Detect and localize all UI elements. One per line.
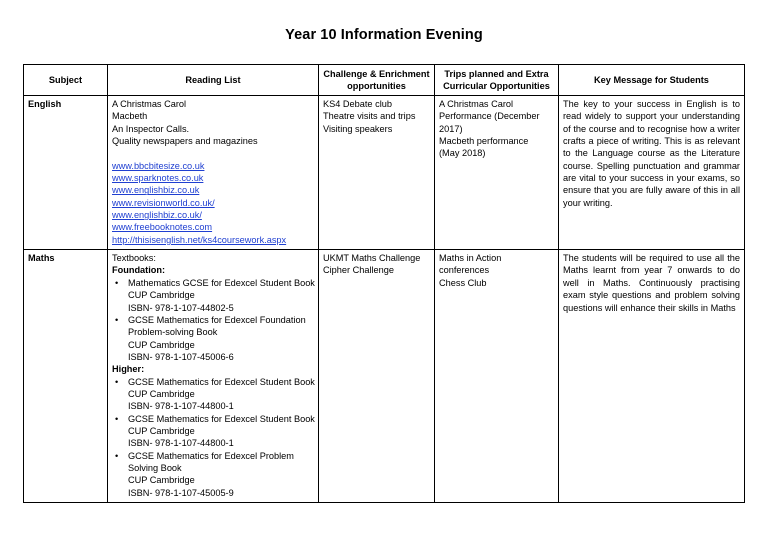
list-item — [112, 413, 314, 450]
book-publisher: CUP Cambridge — [128, 339, 195, 350]
list-item — [112, 277, 314, 314]
english-link-sparknotes[interactable]: www.sparknotes.co.uk — [112, 173, 204, 184]
english-link-revisionworld[interactable]: www.revisionworld.co.uk/ — [112, 197, 215, 208]
english-challenge-item: Theatre visits and trips — [323, 111, 416, 122]
maths-challenge-item: UKMT Maths Challenge — [323, 253, 421, 264]
book-title: • Mathematics GCSE for Edexcel Student Book — [128, 277, 315, 288]
english-link-freebooknotes[interactable]: www.freebooknotes.com — [112, 222, 213, 233]
english-challenge — [319, 96, 435, 250]
list-item — [112, 450, 314, 499]
english-row — [24, 96, 745, 250]
list-item — [112, 376, 314, 413]
english-link-thisisenglish[interactable]: http://thisisenglish.net/ks4coursework.aspx — [112, 234, 287, 245]
english-trip-line: Macbeth performance — [439, 136, 529, 147]
english-trip-line: 2017) — [439, 123, 463, 134]
english-trip-line: (May 2018) — [439, 148, 486, 159]
english-link-englishbiz[interactable]: www.englishbiz.co.uk — [112, 185, 200, 196]
header-row — [24, 65, 745, 96]
book-isbn: ISBN- 978-1-107-45006-6 — [128, 351, 234, 362]
book-isbn: ISBN- 978-1-107-44802-5 — [128, 302, 234, 313]
english-subject: English — [24, 96, 108, 250]
book-publisher: CUP Cambridge — [128, 290, 195, 301]
maths-trip-line: Maths in Action — [439, 253, 502, 264]
book-title: • GCSE Mathematics for Edexcel Foundation — [128, 314, 306, 325]
header-reading-list: Reading List — [108, 65, 319, 96]
maths-textbooks-label: Textbooks: — [112, 253, 156, 264]
english-link-bbcbitesize[interactable]: www.bbcbitesize.co.uk — [112, 160, 205, 171]
book-title: Problem-solving Book — [128, 327, 218, 338]
maths-row — [24, 250, 745, 503]
header-challenge: Challenge & Enrichment opportunities — [319, 65, 435, 96]
english-book: Quality newspapers and magazines — [112, 136, 258, 147]
page-title: Year 10 Information Evening — [285, 27, 483, 43]
english-trips — [435, 96, 559, 250]
book-title: Solving Book — [128, 462, 182, 473]
book-isbn: ISBN- 978-1-107-44800-1 — [128, 438, 234, 449]
header-key-message: Key Message for Students — [559, 65, 745, 96]
header-subject: Subject — [24, 65, 108, 96]
maths-key-message: The students will be required to use all the Maths learnt from year 7 onwards to do well in Maths. Continuously practising exam style questions and problem solving questions will enhance their skills in Maths — [559, 250, 745, 503]
maths-reading-list — [108, 250, 319, 503]
english-book: A Christmas Carol — [112, 99, 187, 109]
book-isbn: ISBN- 978-1-107-45005-9 — [128, 487, 234, 498]
book-publisher: CUP Cambridge — [128, 475, 195, 486]
header-trips: Trips planned and Extra Curricular Opportunities — [435, 65, 559, 96]
maths-trip-line: conferences — [439, 265, 490, 276]
book-isbn: ISBN- 978-1-107-44800-1 — [128, 401, 234, 412]
english-challenge-item: Visiting speakers — [323, 123, 393, 134]
english-key-message: The key to your success in English is to read widely to support your understanding of the course and to recognise how a writer crafts a piece of writing. This is as relevant to the Language course as the Literature course. Spelling punctuation and grammar are vital to your success in your exams, so ensure that you are fully aware of this in all your writing. — [559, 96, 745, 250]
english-challenge-item: KS4 Debate club — [323, 99, 392, 109]
maths-higher-label: Higher: — [112, 364, 145, 375]
maths-subject: Maths — [24, 250, 108, 503]
maths-challenge — [319, 250, 435, 503]
list-item — [112, 314, 314, 363]
english-trip-line: Performance (December — [439, 111, 540, 122]
english-book: An Inspector Calls. — [112, 123, 190, 134]
english-trip-line: A Christmas Carol — [439, 99, 514, 109]
book-title: • GCSE Mathematics for Edexcel Student Book — [128, 413, 315, 424]
book-publisher: CUP Cambridge — [128, 425, 195, 436]
english-link-englishbiz-2[interactable]: www.englishbiz.co.uk/ — [112, 210, 202, 221]
maths-challenge-item: Cipher Challenge — [323, 265, 394, 276]
maths-trips — [435, 250, 559, 503]
english-reading-list — [108, 96, 319, 250]
information-table — [23, 64, 745, 503]
maths-foundation-list — [112, 277, 314, 363]
maths-higher-list — [112, 376, 314, 499]
maths-trip-line: Chess Club — [439, 277, 487, 288]
book-publisher: CUP Cambridge — [128, 388, 195, 399]
english-book: Macbeth — [112, 111, 148, 122]
maths-foundation-label: Foundation: — [112, 265, 166, 276]
book-title: • GCSE Mathematics for Edexcel Problem — [128, 450, 294, 461]
book-title: • GCSE Mathematics for Edexcel Student Book — [128, 376, 315, 387]
